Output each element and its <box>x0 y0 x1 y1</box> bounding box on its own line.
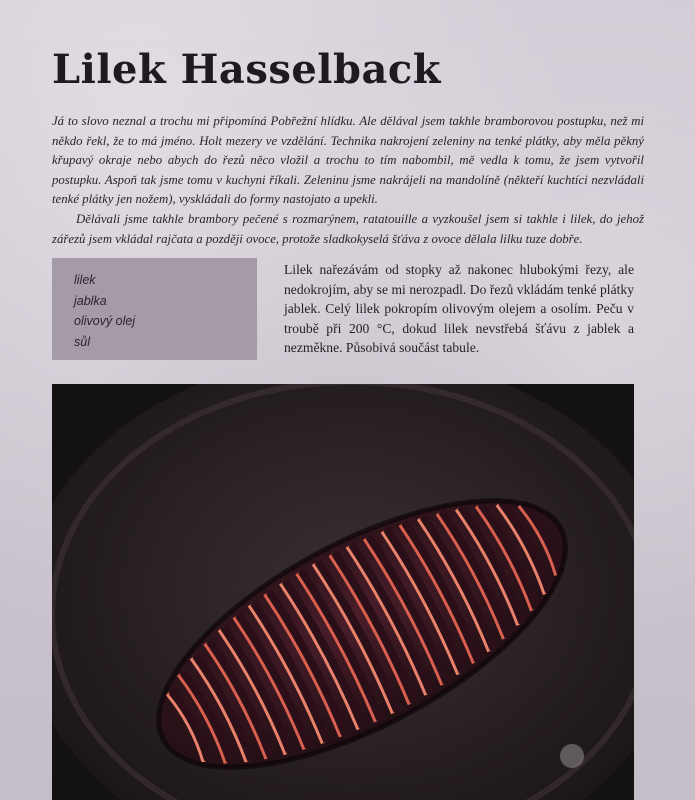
intro-paragraph: Dělávali jsme takhle brambory pečené s rozmarýnem, ratatouille a vyzkoušel jsem si takhle i lilek, do jehož zářezů jsem vkládal rajčata a později ovoce, protože sladkokyselá šťáva z ovoce dělala lilku tuze dobře. <box>52 211 644 246</box>
ingredient-item: lilek <box>74 273 96 287</box>
ingredients-box <box>52 258 257 360</box>
ingredient-item: jablka <box>74 293 107 308</box>
ingredients-list <box>74 270 257 352</box>
intro-paragraph: Já to slovo neznal a trochu mi připomíná Pobřežní hlídku. Ale dělával jsem takhle bramborovou postupku, než mi někdo řekl, že to má jméno. Holt mezery ve vzdělání. Technika nakrojení zeleniny na tenké plátky, aby měla pěkný křupavý okraje nebo abych do řezů něco vložil a trochu to tím nabombil, mě vedla k tomu, že jsem vytvořil postupku. Aspoň tak jsme tomu v kuchyni říkali. Zeleninu jsme nakrájeli na mandolíně (někteří kuchtíci nezvládali tenké plátky jen nožem), vyskládali do formy nastojato a upekli. <box>52 114 644 207</box>
page-title: Lilek Hasselback <box>52 46 441 93</box>
hasselback-eggplant-illustration <box>52 384 634 800</box>
dish-photo <box>52 384 634 800</box>
method-text: Lilek nařezávám od stopky až nakonec hlubokými řezy, ale nedokrojím, aby se mi nerozpadl. Do řezů vkládám tenké plátky jablek. Celý lilek pokropím olivovým olejem a osolím. Peču v troubě při 200 °C, dokud lilek nevstřebá šťávu z jablek a nezměkne. Působivá součást tabule. <box>284 262 634 356</box>
ingredient-item: olivový olej <box>74 314 136 328</box>
ingredient-item: sůl <box>74 334 90 349</box>
intro-text <box>52 112 644 249</box>
